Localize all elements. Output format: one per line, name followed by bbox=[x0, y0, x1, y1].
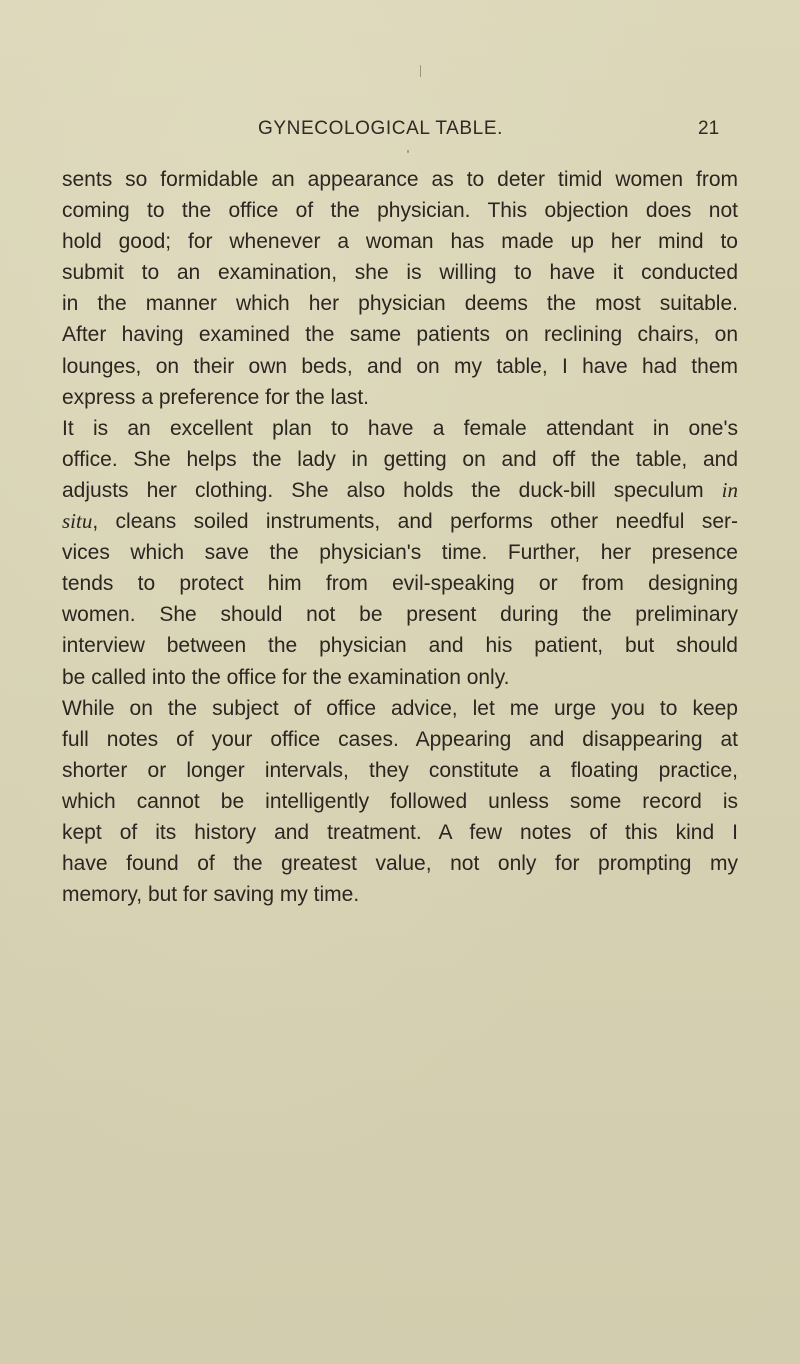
text-line: women. She should not be present during the preliminary bbox=[62, 603, 738, 627]
running-title: GYNECOLOGICAL TABLE. bbox=[258, 118, 504, 139]
text-line: be called into the office for the examination only. bbox=[62, 665, 510, 689]
page-number: 21 bbox=[698, 118, 720, 139]
text-line: interview between the physician and his patient, but should bbox=[62, 634, 738, 658]
text-line: kept of its history and treatment. A few notes of this kind I bbox=[62, 820, 738, 844]
text-line: sents so formidable an appearance as to deter timid women from bbox=[62, 168, 738, 191]
running-head bbox=[0, 118, 800, 144]
text-line: lounges, on their own beds, and on my table, I have had them bbox=[62, 354, 738, 378]
text-segment: adjusts her clothing. She also holds the duck-bill speculum bbox=[62, 478, 704, 502]
text-line: hold good; for whenever a woman has made up her mind to bbox=[62, 230, 738, 254]
text-line-with-italic bbox=[62, 506, 738, 537]
text-segment: , cleans soiled instruments, and performs other needful ser- bbox=[92, 510, 738, 534]
text-line: After having examined the same patients on reclining chairs, on bbox=[62, 323, 738, 347]
text-line: memory, but for saving my time. bbox=[62, 883, 360, 907]
text-line-with-italic bbox=[62, 475, 738, 506]
text-line: shorter or longer intervals, they constitute a floating practice, bbox=[62, 758, 738, 782]
paper-mark bbox=[420, 65, 421, 77]
italic-term: situ bbox=[62, 509, 93, 534]
body-text bbox=[62, 164, 738, 910]
text-line: which cannot be intelligently followed unless some record is bbox=[62, 789, 738, 813]
text-line: have found of the greatest value, not only for prompting my bbox=[62, 852, 738, 876]
text-line: coming to the office of the physician. This objection does not bbox=[62, 199, 738, 223]
text-line: submit to an examination, she is willing to have it conducted bbox=[62, 261, 738, 285]
paper-speck bbox=[407, 150, 409, 153]
text-line: full notes of your office cases. Appearing and disappearing at bbox=[62, 727, 738, 751]
text-line: tends to protect him from evil-speaking or from designing bbox=[62, 572, 738, 596]
text-line: in the manner which her physician deems the most suitable. bbox=[62, 292, 738, 316]
text-line: While on the subject of office advice, let me urge you to keep bbox=[62, 696, 738, 720]
text-line: office. She helps the lady in getting on and off the table, and bbox=[62, 447, 738, 471]
text-line: It is an excellent plan to have a female attendant in one's bbox=[62, 416, 738, 440]
text-line: express a preference for the last. bbox=[62, 385, 369, 409]
italic-term: in bbox=[721, 477, 738, 502]
text-line: vices which save the physician's time. Further, her presence bbox=[62, 541, 738, 565]
